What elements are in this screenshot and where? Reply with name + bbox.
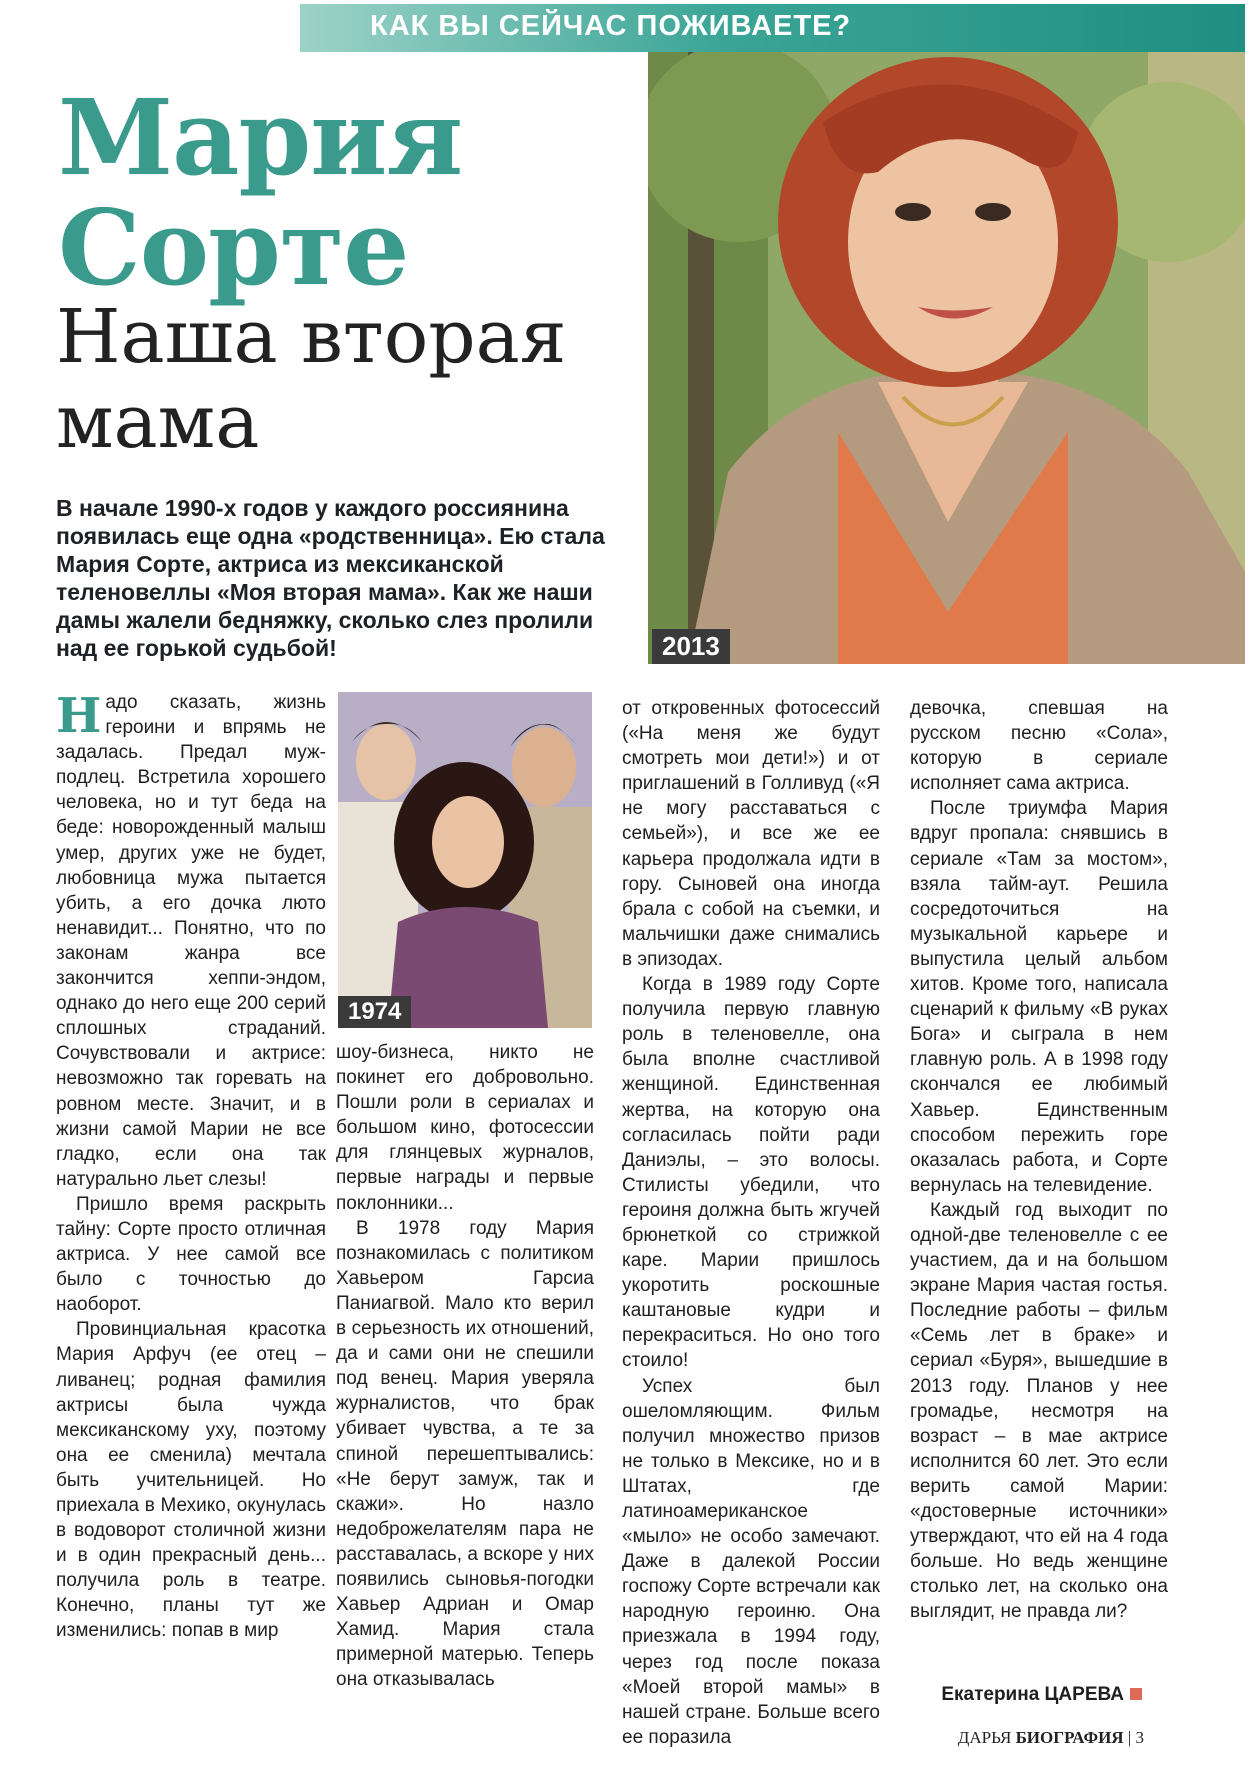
- article-paragraph: Успех был ошеломляющим. Фильм получил множество призов не только в Мексике, но и в Штатах, где латиноамериканское «мыло» не особо замечают. Даже в далекой России госпожу Сорте встречали как народную героиню. Она приезжала в 1994 году, через год после показа «Моей второй мамы» в нашей стране. Больше всего ее поразила: [622, 1375, 880, 1748]
- author-byline: [941, 1684, 1142, 1706]
- rubric-title: КАК ВЫ СЕЙЧАС ПОЖИВАЕТЕ?: [370, 10, 852, 42]
- author-name: Екатерина ЦАРЕВА: [941, 1684, 1124, 1705]
- drop-cap: Н: [56, 688, 102, 744]
- headline-name-line1: Мария: [58, 76, 463, 199]
- page-footer: [958, 1728, 1144, 1748]
- end-mark-icon: [1130, 1688, 1142, 1700]
- rubric-banner: [300, 4, 1245, 52]
- article-column-2: [336, 1040, 594, 1692]
- article-paragraph: Каждый год выходит по одной-две теленовелле с ее участием, да и на большом экране Мария частая гостья. Последние работы – фильм «Семь лет в браке» и сериал «Буря», вышедшие в 2013 году. Планов у нее громадье, несмотря на возраст – в мае актрисе исполнится 60 лет. Это если верить самой Марии: «достоверные источники» утверждают, что ей на 4 года больше. Но ведь женщине столько лет, на сколько она выглядит, не правда ли?: [910, 1199, 1168, 1623]
- article-paragraph: девочка, спевшая на русском песню «Сола», которую в сериале исполняет сама актриса.: [910, 698, 1168, 795]
- portrait-illustration: [648, 52, 1245, 664]
- headline-subtitle-line1: Наша вторая: [56, 294, 567, 380]
- article-paragraph: [56, 690, 326, 1192]
- article-paragraph: от откровенных фотосессий («На меня же будут смотреть мои дети!») и от приглашений в Голливуд («Я не могу расставаться с семьей»), и все же ее карьера продолжала идти в гору. Сыновей она иногда брала с собой на съемки, и мальчишки даже снимались в эпизодах.: [622, 698, 880, 970]
- headline-name-line2: Сорте: [58, 186, 409, 309]
- page-number: 3: [1135, 1728, 1144, 1747]
- article-paragraph: Когда в 1989 году Сорте получила первую главную роль в теленовелле, она была вполне счастливой женщиной. Единственная жертва, на которую она согласилась пойти ради Даниэлы, – это волосы. Стилисты убедили, что героиня должна быть жгучей брюнеткой со стрижкой каре. Марии пришлось укоротить роскошные каштановые кудри и перекраситься. Но оно того стоило!: [622, 974, 880, 1372]
- footer-separator: |: [1127, 1728, 1132, 1747]
- article-paragraph: После триумфа Мария вдруг пропала: снявшись в сериале «Там за мостом», взяла тайм-аут. Решила сосредоточиться на музыкальной карьере и выпустила целый альбом хитов. Кроме того, написала сценарий к фильму «В руках Бога» и сыграла в нем главную роль. А в 1998 году скончался ее любимый Хавьер. Единственным способом пережить горе оказалась работа, и Сорте вернулась на телевидение.: [910, 798, 1168, 1196]
- photo-year-label-2013: 2013: [652, 629, 730, 664]
- article-paragraph: Провинциальная красотка Мария Арфуч (ее отец – ливанец; родная фамилия актрисы была чужда мексиканскому уху, поэтому она ее сменила) мечтала быть учительницей. Но приехала в Мехико, окунулась в водоворот столичной жизни и в один прекрасный день... получила роль в театре. Конечно, планы тут же изменились: попав в мир: [56, 1319, 326, 1642]
- paragraph-text: адо сказать, жизнь героини и впрямь не задалась. Предал муж-подлец. Встретила хорошего человека, но и тут беда на беде: новорожденный малыш умер, других уже не будет, любовница мужа пытается убить, а его дочка люто ненавидит... Понятно, что по законам жанра все закончится хеппи-эндом, однако до него еще 200 серий сплошных страданий. Сочувствовали и актрисе: невозможно так горевать на ровном месте. Значит, и в жизни самой Марии не все гладко, если она так натурально льет слезы!: [56, 692, 326, 1190]
- headline-subtitle-line2: мама: [56, 379, 260, 465]
- article-paragraph: Пришло время раскрыть тайну: Сорте просто отличная актриса. У нее самой все было с точностью до наоборот.: [56, 1193, 326, 1316]
- footer-brand: ДАРЬЯ: [957, 1728, 1012, 1747]
- article-column-1: [56, 690, 326, 1644]
- group-photo-1974: [338, 692, 592, 1028]
- article-column-4: [910, 696, 1168, 1624]
- photo-year-label-1974: 1974: [338, 996, 411, 1028]
- group-illustration: [338, 692, 592, 1028]
- article-column-3: [622, 696, 880, 1750]
- article-paragraph: шоу-бизнеса, никто не покинет его добровольно. Пошли роли в сериалах и большом кино, фотосессии для глянцевых журналов, первые награды и первые поклонники...: [336, 1042, 594, 1214]
- footer-section: БИОГРАФИЯ: [1015, 1728, 1124, 1747]
- portrait-photo-2013: [648, 52, 1245, 664]
- article-paragraph: В 1978 году Мария познакомилась с политиком Хавьером Гарсиа Паниагвой. Мало кто верил в серьезность их отношений, да и сами они не спешили под венец. Мария уверяла журналистов, что брак убивает чувства, а те за спиной перешептывались: «Не берут замуж, так и скажи». Но назло недоброжелателям пара не расставалась, а вскоре у них появились сыновья-погодки Хавьер Адриан и Омар Хамид. Мария стала примерной матерью. Теперь она отказывалась: [336, 1217, 594, 1691]
- lead-paragraph: В начале 1990-х годов у каждого россиянина появилась еще одна «родственница». Ею стала Мария Сорте, актриса из мексиканской теленовеллы «Моя вторая мама». Как же наши дамы жалели бедняжку, сколько слез пролили над ее горькой судьбой!: [56, 495, 605, 661]
